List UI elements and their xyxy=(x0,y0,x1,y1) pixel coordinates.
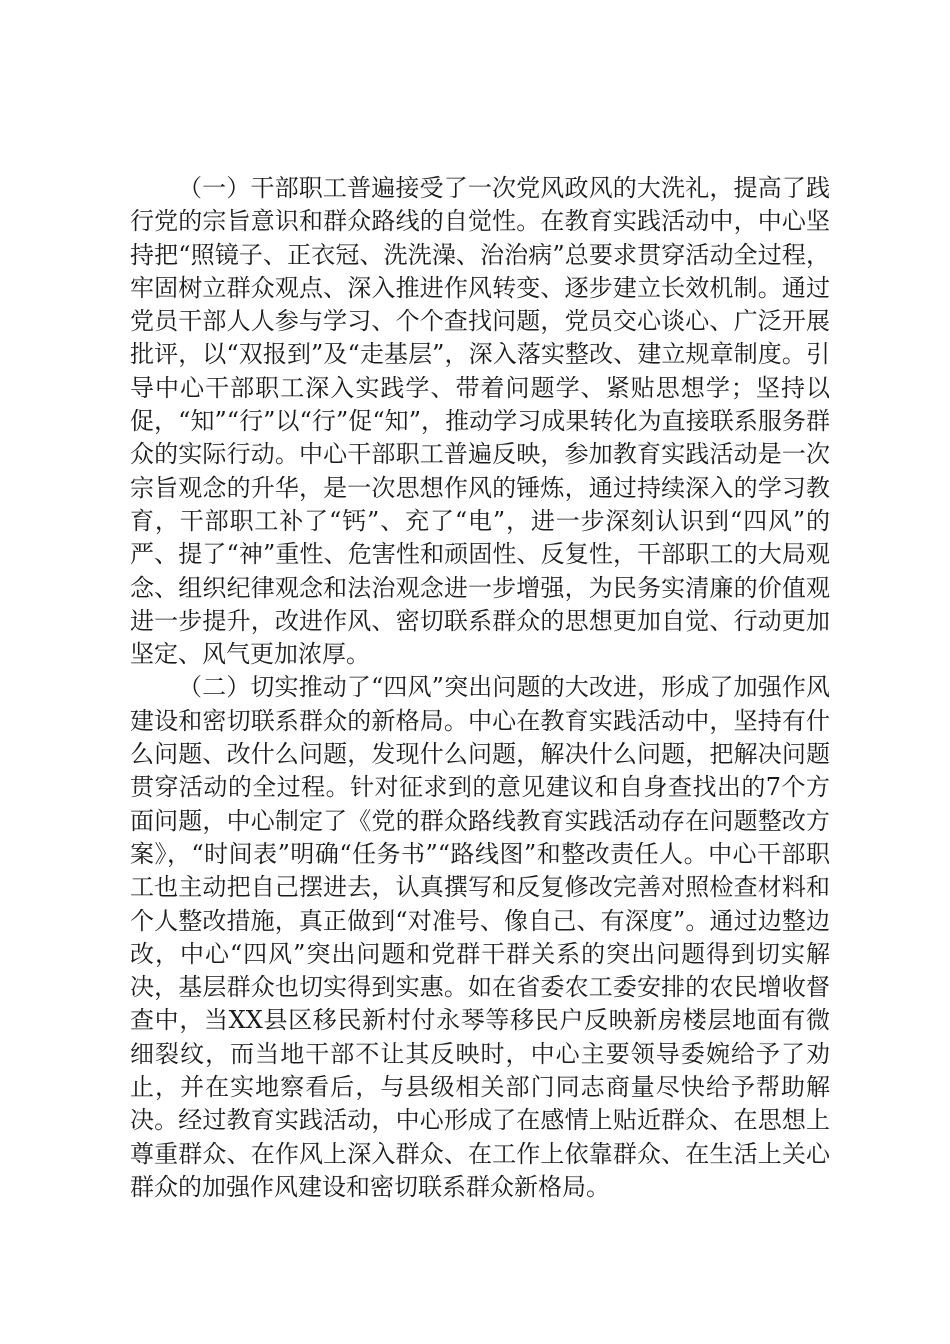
paragraph-2: （二）切实推动了“四风”突出问题的大改进，形成了加强作风建设和密切联系群众的新格局。中心在教育实践活动中，坚持有什么问题、改什么问题，发现什么问题，解决什么问题，把解决问题贯穿活动的全过程。针对征求到的意见建议和自身查找出的7个方面问题，中心制定了《党的群众路线教育实践活动存在问题整改方案》，“时间表”明确“任务书”“路线图”和整改责任人。中心干部职工也主动把自己摆进去，认真撰写和反复修改完善对照检查材料和个人整改措施，真正做到“对准号、像自己、有深度”。通过边整边改，中心“四风”突出问题和党群干群关系的突出问题得到切实解决，基层群众也切实得到实惠。如在省委农工委安排的农民增收督查中，当XX县区移民新村付永琴等移民户反映新房楼层地面有微细裂纹，而当地干部不让其反映时，中心主要领导委婉给予了劝止，并在实地察看后，与县级相关部门同志商量尽快给予帮助解决。经过教育实践活动，中心形成了在感情上贴近群众、在思想上尊重群众、在作风上深入群众、在工作上依靠群众、在生活上关心群众的加强作风建设和密切联系群众新格局。 xyxy=(130,673,830,1201)
document-page xyxy=(130,172,830,1204)
paragraph-1: （一）干部职工普遍接受了一次党风政风的大洗礼，提高了践行党的宗旨意识和群众路线的自觉性。在教育实践活动中，中心坚持把“照镜子、正衣冠、洗洗澡、治治病”总要求贯穿活动全过程，牢固树立群众观点、深入推进作风转变、逐步建立长效机制。通过党员干部人人参与学习、个个查找问题，党员交心谈心、广泛开展批评，以“双报到”及“走基层”，深入落实整改、建立规章制度。引导中心干部职工深入实践学、带着问题学、紧贴思想学；坚持以促，“知”“行”以“行”促“知”，推动学习成果转化为直接联系服务群众的实际行动。中心干部职工普遍反映，参加教育实践活动是一次宗旨观念的升华，是一次思想作风的锤炼，通过持续深入的学习教育，干部职工补了“钙”、充了“电”，进一步深刻认识到“四风”的严、提了“神”重性、危害性和顽固性、反复性，干部职工的大局观念、组织纪律观念和法治观念进一步增强，为民务实清廉的价值观进一步提升，改进作风、密切联系群众的思想更加自觉、行动更加坚定、风气更加浓厚。 xyxy=(130,174,830,669)
